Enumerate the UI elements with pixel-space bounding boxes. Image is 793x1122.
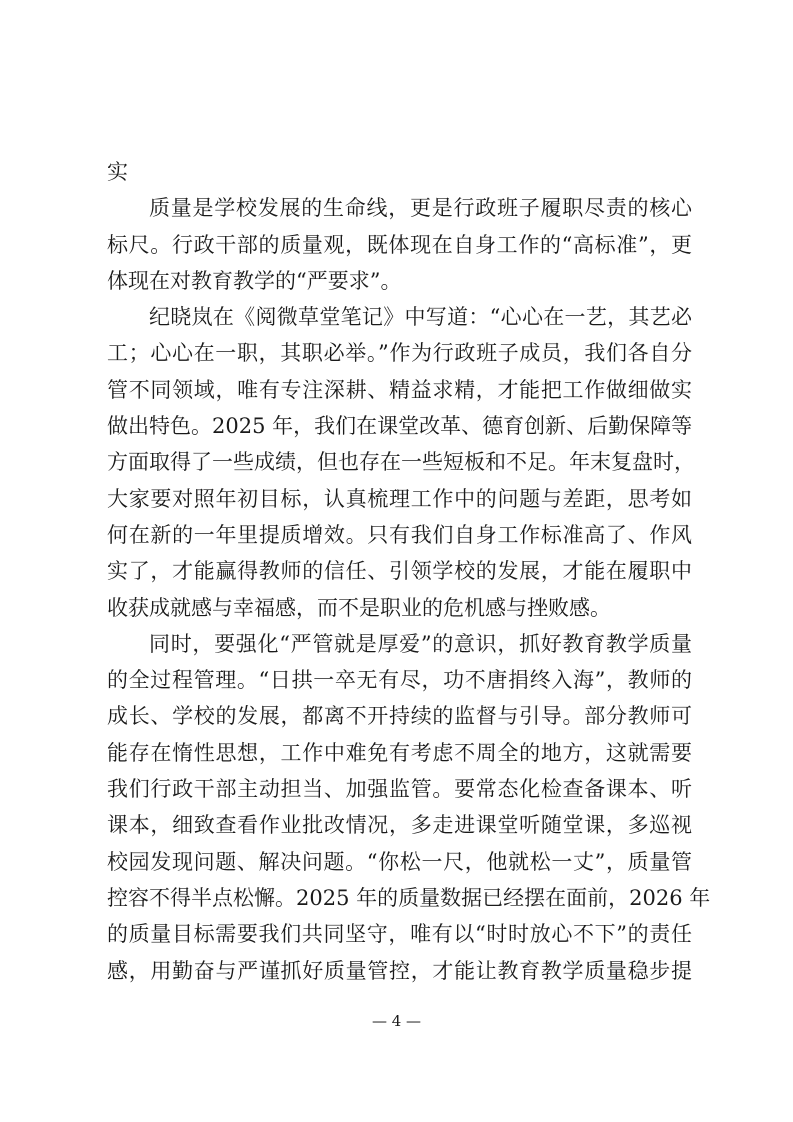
- text-line: [107, 807, 692, 843]
- text-line-content: 能存在惰性思想，工作中难免有考虑不周全的地方，这就需要: [107, 740, 692, 765]
- text-line: [107, 154, 692, 190]
- text-line: [107, 662, 692, 698]
- text-line: [107, 444, 695, 480]
- text-line: [107, 771, 692, 807]
- text-line-content: 做出特色。2025 年，我们在课堂改革、德育创新、后勤保障等: [107, 414, 693, 439]
- text-line: [107, 299, 692, 335]
- text-line: [107, 698, 692, 734]
- text-line-content: 何在新的一年里提质增效。只有我们自身工作标准高了、作风: [107, 522, 692, 547]
- text-line-content: 的全过程管理。“日拱一卒无有尽，功不唐捐终入海”，教师的: [107, 668, 692, 693]
- text-line-content: 实了，才能赢得教师的信任、引领学校的发展，才能在履职中: [107, 559, 692, 584]
- text-line: [107, 953, 692, 989]
- text-line: [107, 408, 692, 444]
- text-line: [107, 190, 692, 226]
- text-line-content: 成长、学校的发展，都离不开持续的监督与引导。部分教师可: [107, 704, 692, 729]
- page-number: — 4 —: [371, 1012, 422, 1030]
- text-line: [107, 590, 692, 626]
- text-line-content: 同时，要强化“严管就是厚爱”的意识，抓好教育教学质量: [149, 631, 692, 656]
- text-line-content: 我们行政干部主动担当、加强监管。要常态化检查备课本、听: [107, 777, 692, 802]
- text-line: [107, 263, 692, 299]
- text-line-content: 标尺。行政干部的质量观，既体现在自身工作的“高标准”，更: [107, 232, 692, 257]
- text-line-content: 课本，细致查看作业批改情况，多走进课堂听随堂课，多巡视: [107, 813, 692, 838]
- text-line-content: 体现在对教育教学的“严要求”。: [107, 268, 402, 293]
- text-line: [107, 372, 692, 408]
- text-line-content: 的质量目标需要我们共同坚守，唯有以“时时放心不下”的责任: [107, 922, 692, 947]
- text-line: [107, 227, 692, 263]
- text-line: [107, 735, 692, 771]
- text-line: [107, 517, 692, 553]
- text-line: [107, 553, 692, 589]
- text-line-content: 工；心心在一职，其职必举。”作为行政班子成员，我们各自分: [107, 341, 692, 366]
- text-line: [107, 481, 692, 517]
- text-line-content: 质量是学校发展的生命线，更是行政班子履职尽责的核心: [149, 196, 692, 221]
- text-line: [107, 880, 711, 916]
- text-line: [107, 335, 692, 371]
- text-line-content: 纪晓岚在《阅微草堂笔记》中写道：“心心在一艺，其艺必: [149, 305, 692, 330]
- text-line-content: 校园发现问题、解决问题。“你松一尺，他就松一丈”，质量管: [107, 849, 692, 874]
- text-line-content: 实: [107, 160, 128, 184]
- text-line-content: 大家要对照年初目标，认真梳理工作中的问题与差距，思考如: [107, 486, 692, 511]
- text-line-content: 感，用勤奋与严谨抓好质量管控，才能让教育教学质量稳步提: [107, 958, 692, 983]
- text-line: [107, 916, 692, 952]
- text-line-content: 管不同领域，唯有专注深耕、精益求精，才能把工作做细做实: [107, 377, 692, 402]
- text-line-content: 控容不得半点松懈。2025 年的质量数据已经摆在面前，2026 年: [107, 885, 711, 910]
- body-text: [107, 154, 711, 989]
- text-line: [107, 626, 692, 662]
- text-line-content: 收获成就感与幸福感，而不是职业的危机感与挫败感。: [107, 595, 611, 620]
- text-line: [107, 844, 692, 880]
- text-line-content: 方面取得了一些成绩，但也存在一些短板和不足。年末复盘时，: [107, 450, 695, 475]
